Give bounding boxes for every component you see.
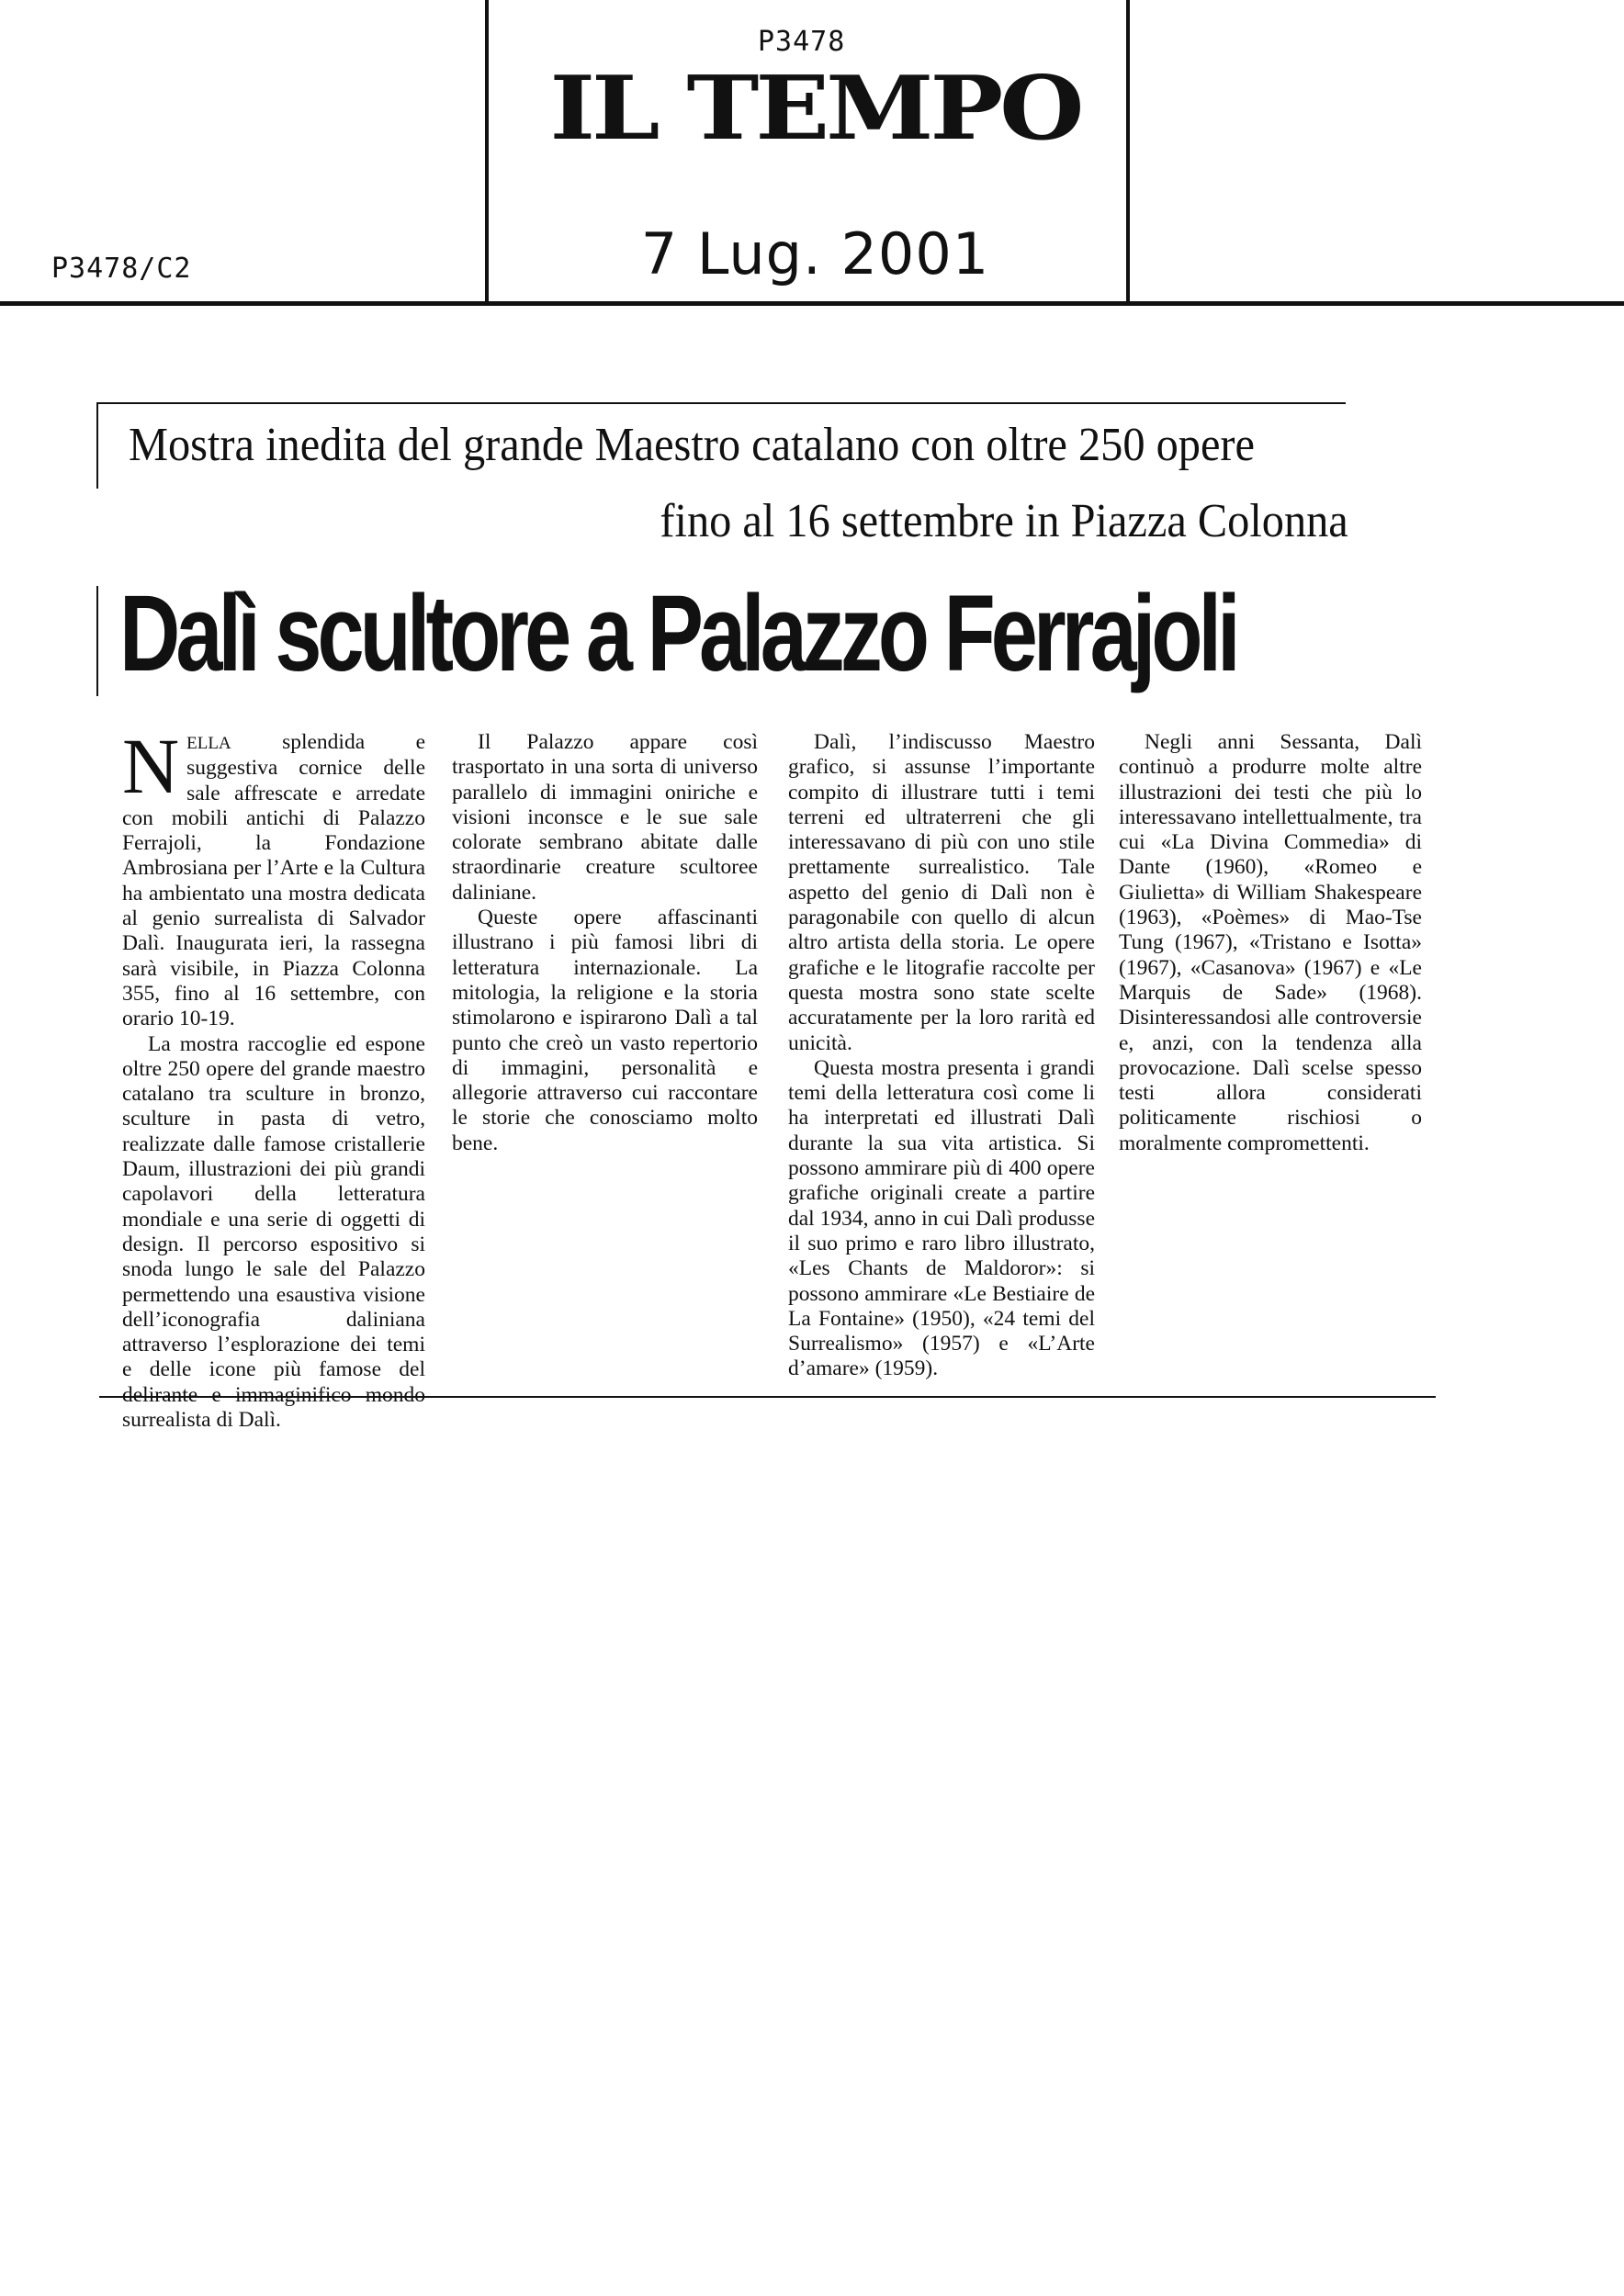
- article-column-2: [452, 730, 758, 1373]
- kicker-line-2: fino al 16 settembre in Piazza Colonna: [660, 495, 1348, 547]
- article-column-1: [122, 722, 425, 1433]
- article-paragraph: La mostra raccoglie ed espone oltre 250 opere del grande maestro catalano tra sculture in bronzo, sculture in pasta di vetro, realizzate dalle famose cristallerie Daum, illustrazioni dei più grandi capolavori della letteratura mondiale e una serie di oggetti di design. Il percorso espositivo si snoda lungo le sale del Palazzo permettendo una esaustiva visione dell’iconografia daliniana attraverso l’esplorazione dei temi e delle icone più famose del delirante e immaginifico mondo surrealista di Dalì.: [122, 1031, 425, 1433]
- header-left-divider: [485, 0, 489, 303]
- article-paragraph: Negli anni Sessanta, Dalì continuò a produrre molte altre illustrazioni dei testi che più lo interessavano intellettualmente, tra cui «La Divina Commedia» di Dante (1960), «Romeo e Giulietta» di William Shakespeare (1963), «Poèmes» di Mao-Tse Tung (1967), «Tristano e Isotta» (1967), «Casanova» (1967) e «Le Marquis de Sade» (1968). Disinteressandosi alle controversie e, anzi, con la tendenza alla provocazione. Dalì scelse spesso testi allora considerati politicamente rischiosi o moralmente compromettenti.: [1119, 730, 1422, 1155]
- article-column-3: [788, 730, 1095, 1381]
- article-paragraph: Queste opere affascinanti illustrano i più famosi libri di letteratura internazionale. La mitologia, la religione e la storia stimolarono e ispirarono Dalì a tal punto che creò un vasto repertorio di immagini, personalità e allegorie attraverso cui raccontare le storie che conosciamo molto bene.: [452, 906, 758, 1155]
- paragraph-text: splendida e suggestiva cornice delle sale affrescate e arredate con mobili antichi di Palazzo Ferrajoli, la Fondazione Ambrosiana per l’Arte e la Cultura ha ambientato una mostra dedicata al genio surrealista di Salvador Dalì. Inaugurata ieri, la rassegna sarà visibile, in Piazza Colonna 355, fino al 16 settembre, con orario 10-19.: [122, 730, 425, 1031]
- drop-cap: N: [122, 722, 180, 810]
- article-paragraph: Dalì, l’indiscusso Maestro grafico, si assunse l’importante compito di illustrare tutti i temi terreni ed ultraterreni che gli interessavano di più con uno stile prettamente surrealistico. Tale aspetto del genio di Dalì non è paragonabile con quello di alcun altro artista della storia. Le opere grafiche e le litografie raccolte per questa mostra sono state scelte accuratamente per la loro rarità ed unicità.: [788, 730, 1095, 1055]
- article-paragraph: [122, 722, 425, 1032]
- header-bottom-rule: [0, 301, 1624, 306]
- article-column-4: [1119, 730, 1422, 1373]
- kicker-line-1: Mostra inedita del grande Maestro catalano con oltre 250 opere: [129, 419, 1256, 471]
- lead-word: ELLA: [186, 734, 231, 753]
- clipping-code-left: P3478/C2: [51, 253, 192, 285]
- newspaper-masthead: IL TEMPO: [549, 56, 1081, 160]
- article-headline: Dalì scultore a Palazzo Ferrajoli: [119, 572, 1236, 694]
- article-paragraph: Il Palazzo appare così trasportato in una sorta di universo parallelo di immagini oniriche e visioni inconsce e le sue sale colorate sembrano abitate dalle straordinarie creature scultoree daliniane.: [452, 730, 758, 905]
- headline-side-rule: [96, 586, 98, 696]
- article-top-rule: [96, 402, 1346, 404]
- article-paragraph: Questa mostra presenta i grandi temi della letteratura così come li ha interpretati ed illustrati Dalì durante la sua vita artistica. Si possono ammirare più di 400 opere grafiche originali create a partire dal 1934, anno in cui Dalì produsse il suo primo e raro libro illustrato, «Les Chants de Maldoror»: si possono ammirare «Le Bestiaire de La Fontaine» (1950), «24 temi del Surrealismo» (1957) e «L’Arte d’amare» (1959).: [788, 1055, 1095, 1381]
- clipping-code: P3478: [758, 26, 846, 58]
- issue-date: 7 Lug. 2001: [640, 220, 990, 287]
- kicker-side-rule: [96, 404, 98, 489]
